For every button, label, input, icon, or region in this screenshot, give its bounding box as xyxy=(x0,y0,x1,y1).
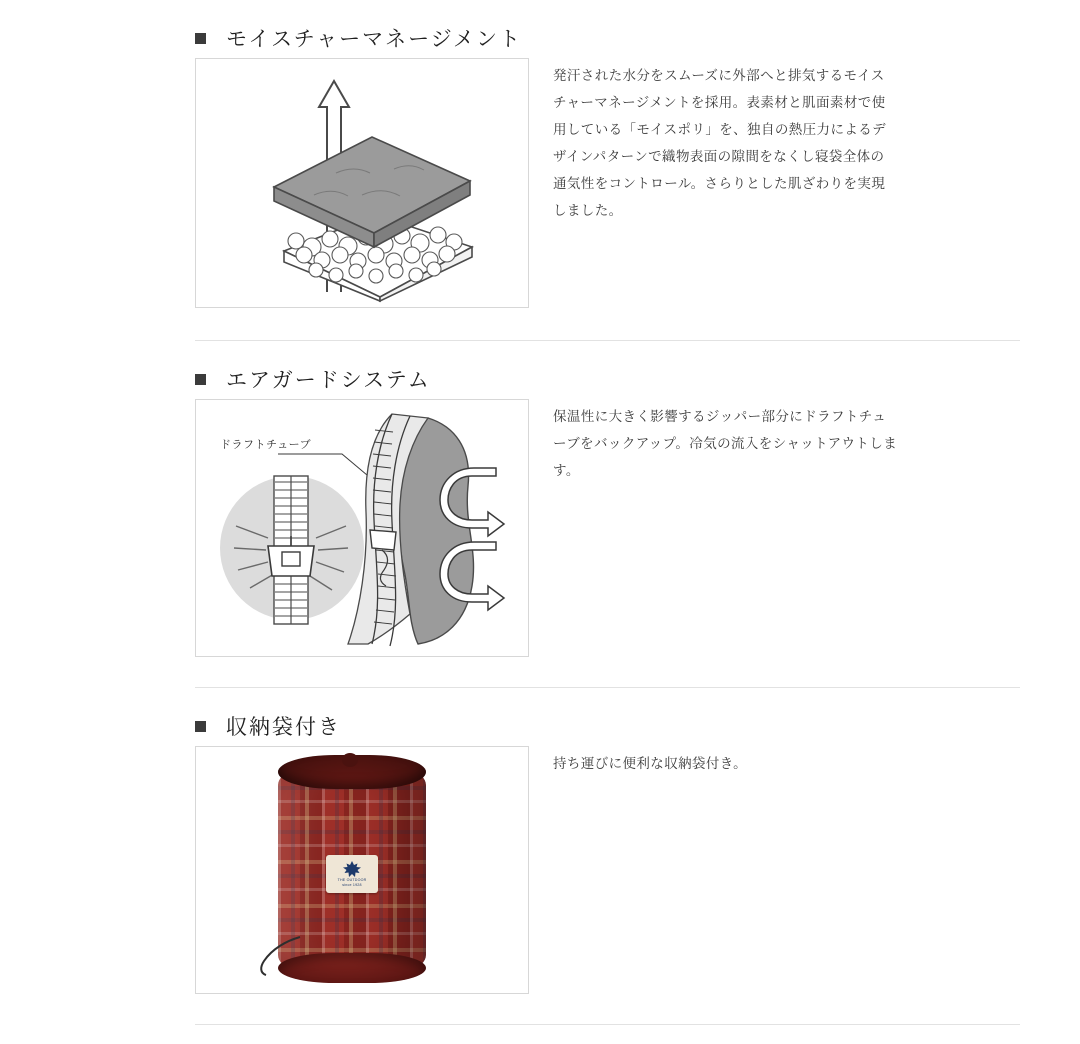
section-description: 保温性に大きく影響するジッパー部分にドラフトチューブをバックアップ。冷気の流入をシャットアウトします。 xyxy=(553,409,898,478)
section-description: 持ち運びに便利な収納袋付き。 xyxy=(553,756,748,771)
draft-tube-callout-label: ドラフトチューブ xyxy=(220,439,312,451)
section-heading-row xyxy=(195,706,1020,746)
moisture-management-diagram xyxy=(195,58,529,308)
section-stuff-sack xyxy=(0,688,1080,994)
section-title: エアガードシステム xyxy=(226,369,431,392)
section-body xyxy=(195,399,1020,657)
stuff-sack-photo xyxy=(195,746,529,994)
square-bullet-icon xyxy=(195,721,206,732)
square-bullet-icon xyxy=(195,33,206,44)
fabric-layers-illustration xyxy=(244,129,484,304)
maple-leaf-icon xyxy=(343,861,361,877)
section-air-guard xyxy=(0,341,1080,657)
logo-patch xyxy=(326,855,378,893)
section-body xyxy=(195,58,1020,308)
section-divider-bottom xyxy=(195,1024,1020,1025)
section-description: 発汗された水分をスムーズに外部へと排気するモイスチャーマネージメントを採用。表素材と肌面素材で使用している「モイスポリ」を、独自の熱圧力によるデザインパターンで織物表面の隙間をなくし寝袋全体の通気性をコントロール。さらりとした肌ざわりを実現しました。 xyxy=(553,68,887,218)
section-body xyxy=(195,746,1020,994)
section-title: モイスチャーマネージメント xyxy=(226,28,523,51)
drawcord xyxy=(256,935,302,977)
top-spacer xyxy=(0,0,1080,18)
section-moisture-management xyxy=(0,18,1080,308)
section-heading-row xyxy=(195,359,1020,399)
square-bullet-icon xyxy=(195,374,206,385)
air-guard-system-diagram xyxy=(195,399,529,657)
patch-since-text: since 1928 xyxy=(342,883,362,887)
cinch-knot xyxy=(342,753,358,767)
section-title: 収納袋付き xyxy=(226,716,341,739)
section-heading-row xyxy=(195,18,1020,58)
patch-brand-text: THE OUTDOOR xyxy=(337,877,367,882)
